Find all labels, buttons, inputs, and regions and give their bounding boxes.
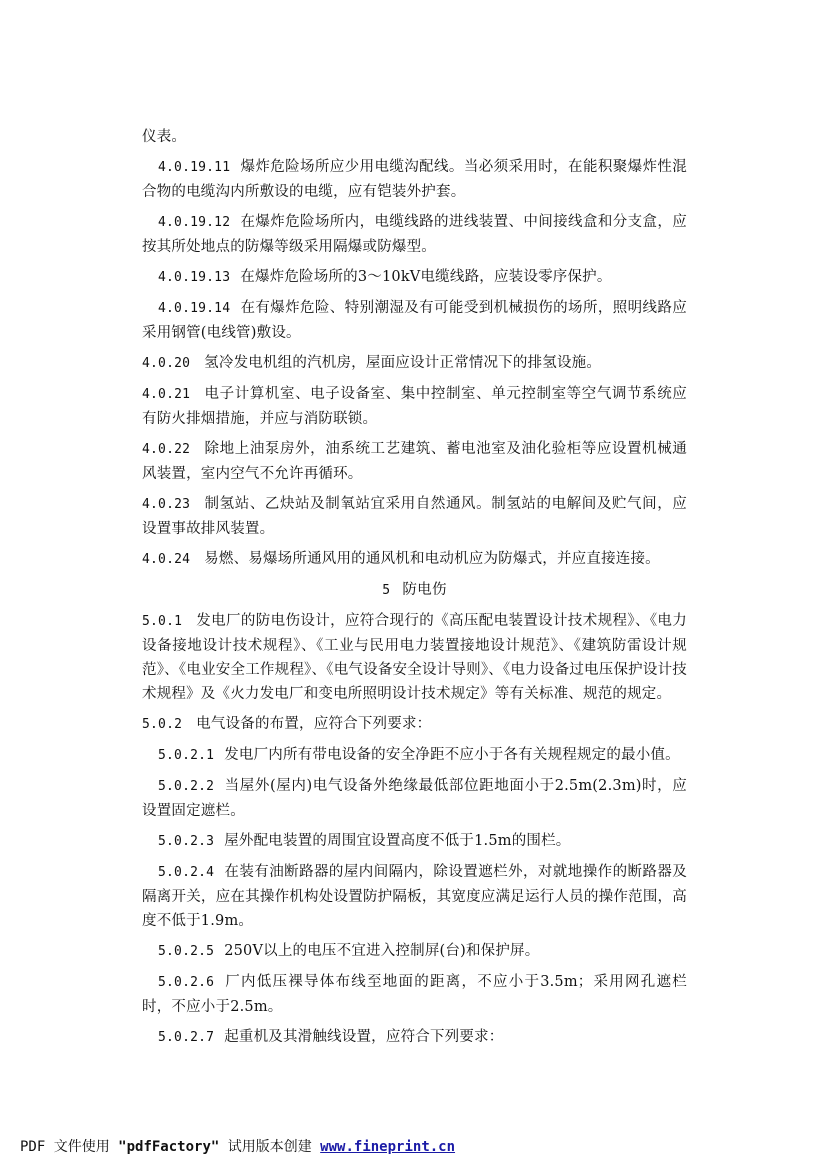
intro-line: 仪表。 xyxy=(142,129,187,145)
clause-text: 在有爆炸危险、特别潮湿及有可能受到机械损伤的场所，照明线路应采用钢管(电线管)敷设。 xyxy=(142,300,687,341)
clause-5-0-2-3 xyxy=(142,829,687,854)
clause-4-0-22 xyxy=(142,437,687,486)
clause-text: 在爆炸危险场所的3～10kV电缆线路，应装设零序保护。 xyxy=(240,269,612,285)
clause-4-0-23 xyxy=(142,492,687,541)
clause-number: 4.0.19.12 xyxy=(158,215,231,230)
clause-text: 当屋外(屋内)电气设备外绝缘最低部位距地面小于2.5m(2.3m)时，应设置固定遮栏。 xyxy=(142,778,687,819)
clause-number: 4.0.19.14 xyxy=(158,301,231,316)
clause-text: 制氢站、乙炔站及制氧站宜采用自然通风。制氢站的电解间及贮气间，应设置事故排风装置。 xyxy=(142,496,687,537)
clause-5-0-2-2 xyxy=(142,774,687,823)
clause-text: 屋外配电装置的周围宜设置高度不低于1.5m的围栏。 xyxy=(224,833,571,849)
clause-5-0-2 xyxy=(142,712,687,737)
footer-link[interactable]: www.fineprint.cn xyxy=(320,1139,456,1155)
clause-4-0-19-14 xyxy=(142,296,687,345)
clause-number: 5.0.1 xyxy=(142,614,183,629)
clause-number: 5.0.2.5 xyxy=(158,944,215,959)
clause-4-0-19-13 xyxy=(142,265,687,290)
clause-4-0-19-12 xyxy=(142,210,687,259)
clause-5-0-2-7 xyxy=(142,1025,687,1050)
clause-5-0-2-1 xyxy=(142,743,687,768)
clause-number: 5.0.2.4 xyxy=(158,865,215,880)
clause-number: 4.0.24 xyxy=(142,552,191,567)
clause-5-0-2-5 xyxy=(142,939,687,964)
clause-4-0-24 xyxy=(142,547,687,572)
clause-text: 除地上油泵房外，油系统工艺建筑、蓄电池室及油化验柜等应设置机械通风装置，室内空气不允许再循环。 xyxy=(142,441,687,482)
clause-number: 5.0.2.6 xyxy=(158,975,215,990)
clause-number: 5.0.2.1 xyxy=(158,748,215,763)
clause-text: 起重机及其滑触线设置，应符合下列要求： xyxy=(224,1029,504,1045)
clause-number: 5.0.2.2 xyxy=(158,779,215,794)
clause-text: 在装有油断路器的屋内间隔内，除设置遮栏外，对就地操作的断路器及隔离开关，应在其操作机构处设置防护隔板，其宽度应满足运行人员的操作范围，高度不低于1.9m。 xyxy=(142,864,687,929)
clause-number: 5.0.2 xyxy=(142,717,183,732)
section-heading xyxy=(142,578,687,603)
clause-5-0-2-4 xyxy=(142,860,687,933)
document-body xyxy=(142,125,687,1056)
clause-text: 氢冷发电机组的汽机房，屋面应设计正常情况下的排氢设施。 xyxy=(204,355,602,371)
clause-text: 发电厂的防电伤设计，应符合现行的《高压配电装置设计技术规程》、《电力设备接地设计技术规程》、《工业与民用电力装置接地设计规范》、《建筑防雷设计规范》、《电业安全工作规程》、《电气设备安全设计导则》、《电力设备过电压保护设计技术规程》及《火力发电厂和变电所照明设计技术规定》等有关标准、规范的规定。 xyxy=(142,613,687,702)
section-number: 5 xyxy=(382,583,391,598)
clause-text: 电子计算机室、电子设备室、集中控制室、单元控制室等空气调节系统应有防火排烟措施，并应与消防联锁。 xyxy=(142,386,687,427)
clause-number: 4.0.21 xyxy=(142,387,191,402)
footer-middle: 试用版本创建 xyxy=(219,1139,321,1155)
clause-5-0-1 xyxy=(142,609,687,706)
section-title-text: 防电伤 xyxy=(402,582,447,598)
clause-number: 4.0.22 xyxy=(142,442,191,457)
clause-text: 发电厂内所有带电设备的安全净距不应小于各有关规程规定的最小值。 xyxy=(224,747,680,763)
footer-brand: "pdfFactory" xyxy=(118,1139,220,1155)
clause-text: 厂内低压裸导体布线至地面的距离，不应小于3.5m；采用网孔遮栏时，不应小于2.5m。 xyxy=(142,974,687,1015)
clause-5-0-2-6 xyxy=(142,970,687,1019)
clause-text: 250V以上的电压不宜进入控制屏(台)和保护屏。 xyxy=(224,943,540,959)
footer-prefix: PDF 文件使用 xyxy=(20,1139,119,1155)
clause-number: 4.0.23 xyxy=(142,497,191,512)
clause-4-0-20 xyxy=(142,351,687,376)
clause-number: 5.0.2.3 xyxy=(158,834,215,849)
clause-4-0-21 xyxy=(142,382,687,431)
clause-text: 易燃、易爆场所通风用的通风机和电动机应为防爆式，并应直接连接。 xyxy=(204,551,660,567)
clause-number: 4.0.19.11 xyxy=(158,160,231,175)
clause-text: 电气设备的布置，应符合下列要求： xyxy=(196,716,432,732)
clause-4-0-19-11 xyxy=(142,155,687,204)
clause-text: 在爆炸危险场所内，电缆线路的进线装置、中间接线盒和分支盒，应按其所处地点的防爆等级采用隔爆或防爆型。 xyxy=(142,214,687,255)
clause-number: 4.0.20 xyxy=(142,356,191,371)
pdf-footer xyxy=(20,1136,455,1156)
clause-number: 5.0.2.7 xyxy=(158,1030,215,1045)
clause-number: 4.0.19.13 xyxy=(158,270,231,285)
clause-text: 爆炸危险场所应少用电缆沟配线。当必须采用时，在能积聚爆炸性混合物的电缆沟内所敷设的电缆，应有铠装外护套。 xyxy=(142,159,687,200)
